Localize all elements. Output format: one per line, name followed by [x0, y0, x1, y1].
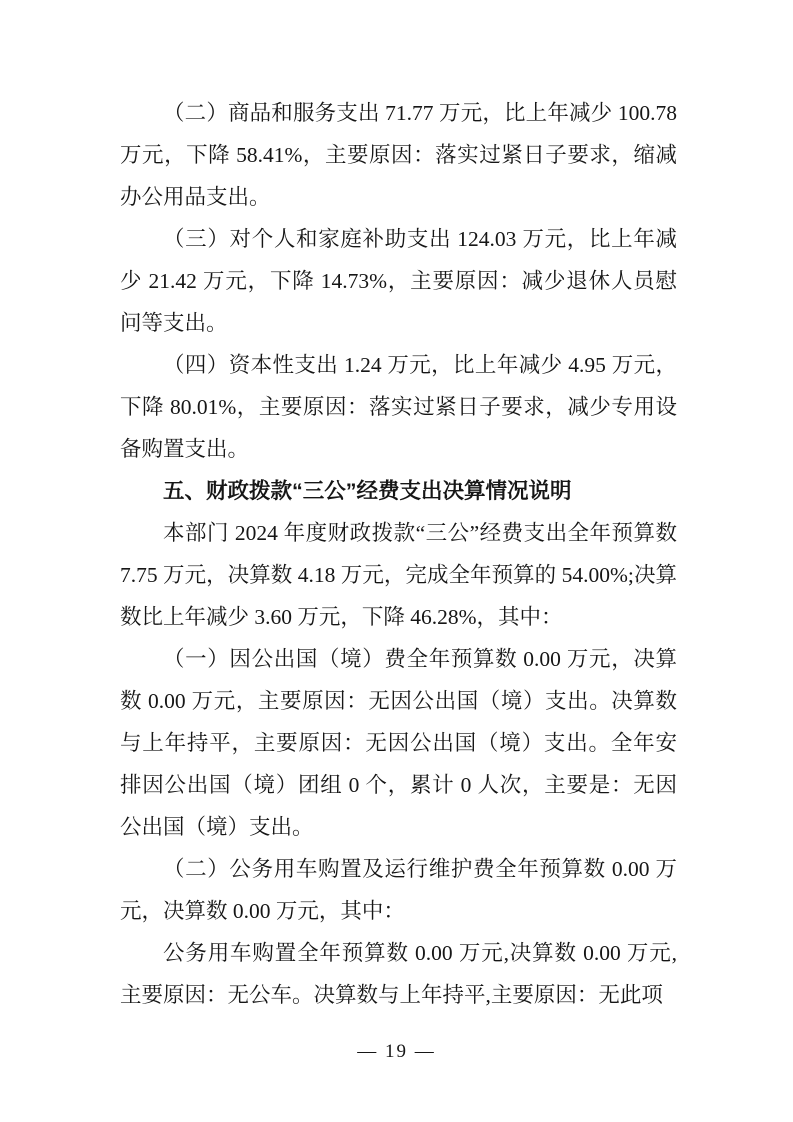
paragraph-capital-expense: （四）资本性支出 1.24 万元，比上年减少 4.95 万元，下降 80.01%，主要原因：落实过紧日子要求，减少专用设备购置支出。 — [120, 353, 677, 461]
paragraph-vehicle-purchase-detail: 公务用车购置全年预算数 0.00 万元,决算数 0.00 万元,主要原因：无公车。决算数与上年持平,主要原因：无此项 — [120, 941, 677, 1007]
page-number: — 19 — — [357, 1041, 436, 1062]
page-footer — [0, 1040, 793, 1064]
section-heading-three-public-funds: 五、财政拨款“三公”经费支出决算情况说明 — [163, 479, 572, 503]
paragraph-overseas-trips-expense: （一）因公出国（境）费全年预算数 0.00 万元，决算数 0.00 万元，主要原因：无因公出国（境）支出。决算数与上年持平，主要原因：无因公出国（境）支出。全年安排因公出国（境）团组 0 个，累计 0 人次，主要是：无因公出国（境）支出。 — [120, 647, 677, 839]
paragraph-goods-services-expense: （二）商品和服务支出 71.77 万元，比上年减少 100.78 万元，下降 58.41%，主要原因：落实过紧日子要求，缩减办公用品支出。 — [120, 101, 677, 209]
paragraph-official-vehicle-expense: （二）公务用车购置及运行维护费全年预算数 0.00 万元，决算数 0.00 万元，其中： — [120, 857, 677, 923]
document-content — [120, 92, 677, 1016]
paragraph-three-public-overview: 本部门 2024 年度财政拨款“三公”经费支出全年预算数 7.75 万元，决算数 4.18 万元，完成全年预算的 54.00%;决算数比上年减少 3.60 万元，下降 46.28%，其中： — [120, 521, 677, 629]
paragraph-individual-family-subsidy-expense: （三）对个人和家庭补助支出 124.03 万元，比上年减少 21.42 万元，下降 14.73%，主要原因：减少退休人员慰问等支出。 — [120, 227, 677, 335]
